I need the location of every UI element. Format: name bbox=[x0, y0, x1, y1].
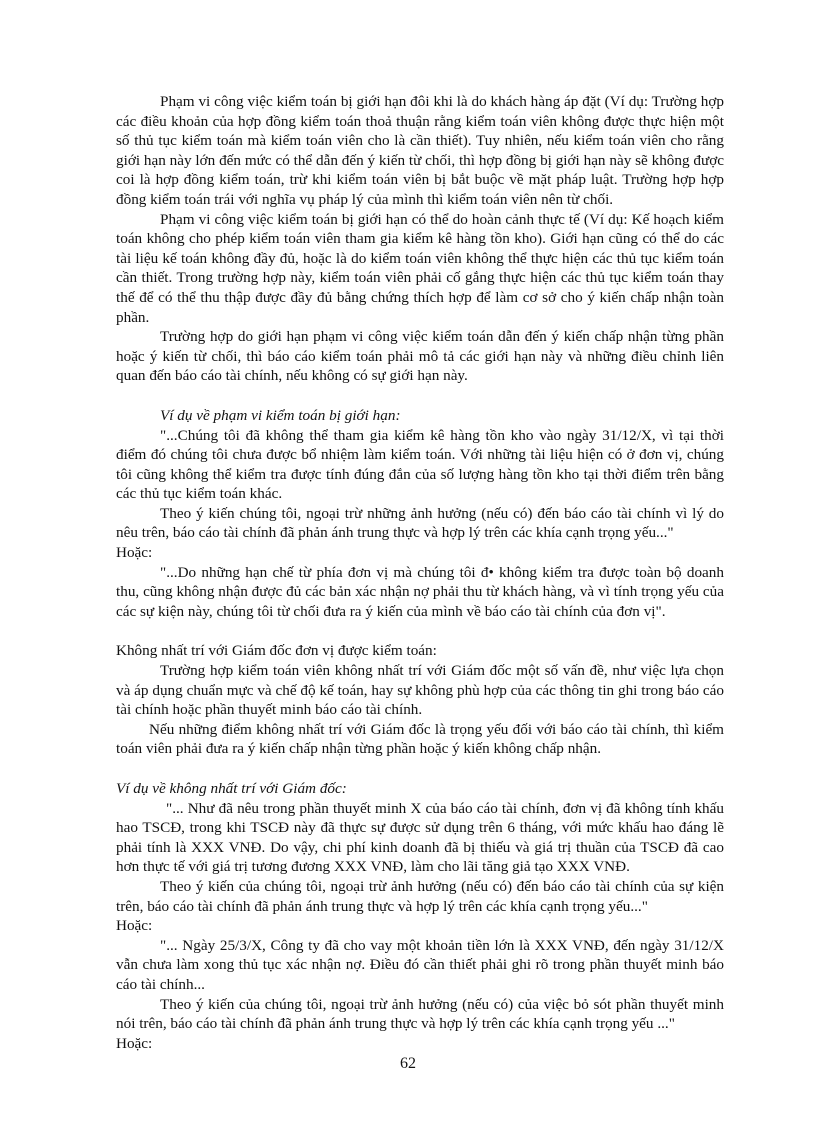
page-body bbox=[116, 92, 724, 1053]
spacer bbox=[116, 759, 724, 779]
paragraph-disagreement-material: Nếu những điểm không nhất trí với Giám đốc là trọng yếu đối với báo cáo tài chính, thì kiểm toán viên phải đưa ra ý kiến chấp nhận từng phần hoặc ý kiến không chấp nhận. bbox=[116, 720, 724, 758]
quote-inventory-count: "...Chúng tôi đã không thể tham gia kiểm kê hàng tồn kho vào ngày 31/12/X, vì tại thời điểm đó chúng tôi chưa được bổ nhiệm làm kiểm toán. Với những tài liệu hiện có ở đơn vị, chúng tôi cũng không thể kiểm tra được tính đúng đắn của số lượng hàng tồn kho tại thời điểm trên bằng các thủ tục kiểm toán khác. bbox=[116, 426, 724, 503]
or-label: Hoặc: bbox=[116, 1034, 153, 1052]
example-heading-scope-limit: Ví dụ về phạm vi kiểm toán bị giới hạn: bbox=[160, 406, 401, 424]
paragraph-disagreement-cases: Trường hợp kiểm toán viên không nhất trí với Giám đốc một số vấn đề, như việc lựa chọn và áp dụng chuẩn mực và chế độ kế toán, hay sự không phù hợp của các thông tin ghi trong báo cáo tài chính hoặc phần thuyết minh báo cáo tài chính. bbox=[116, 662, 724, 719]
section-heading-disagreement: Không nhất trí với Giám đốc đơn vị được kiểm toán: bbox=[116, 642, 437, 660]
quote-opinion-except: Theo ý kiến chúng tôi, ngoại trừ những ảnh hưởng (nếu có) đến báo cáo tài chính vì lý do nêu trên, báo cáo tài chính đã phản ánh trung thực và hợp lý trên các khía cạnh trọng yếu..." bbox=[116, 504, 724, 542]
paragraph-scope-limit-circumstances: Phạm vi công việc kiểm toán bị giới hạn có thể do hoàn cảnh thực tế (Ví dụ: Kế hoạch kiểm toán không cho phép kiểm toán viên tham gia kiểm kê hàng tồn kho). Giới hạn cũng có thể do các tài liệu kế toán không đầy đủ, hoặc là do kiểm toán viên không thể thực hiện các thủ tục kiểm toán cần thiết. Trong trường hợp này, kiểm toán viên phải cố gắng thực hiện các thủ tục kiểm toán thay thế để có thể thu thập được đầy đủ bằng chứng thích hợp để làm cơ sở cho ý kiến chấp nhận toàn phần. bbox=[116, 210, 724, 326]
quote-opinion-except-event: Theo ý kiến của chúng tôi, ngoại trừ ảnh hưởng (nếu có) đến báo cáo tài chính của sự kiện trên, báo cáo tài chính đã phản ánh trung thực và hợp lý trên các khía cạnh trọng yếu..." bbox=[116, 877, 724, 915]
spacer bbox=[116, 386, 724, 406]
paragraph-scope-limit-report: Trường hợp do giới hạn phạm vi công việc kiểm toán dẫn đến ý kiến chấp nhận từng phần hoặc ý kiến từ chối, thì báo cáo kiểm toán phải mô tả các giới hạn này và những điều chỉnh liên quan đến báo cáo tài chính, nếu không có sự giới hạn này. bbox=[116, 328, 724, 385]
or-label: Hoặc: bbox=[116, 917, 153, 935]
spacer bbox=[116, 621, 724, 641]
quote-disclaimer: "...Do những hạn chế từ phía đơn vị mà chúng tôi đ• không kiểm tra được toàn bộ doanh thu, cũng không nhận được đủ các bản xác nhận nợ phải thu từ khách hàng, và vì tính trọng yếu của các sự kiện này, chúng tôi từ chối đưa ra ý kiến của mình về báo cáo tài chính của đơn vị". bbox=[116, 563, 724, 620]
quote-opinion-omission: Theo ý kiến của chúng tôi, ngoại trừ ảnh hưởng (nếu có) của việc bỏ sót phần thuyết minh nói trên, báo cáo tài chính đã phản ánh trung thực và hợp lý trên các khía cạnh trọng yếu ..." bbox=[116, 995, 724, 1033]
paragraph-scope-limit-client: Phạm vi công việc kiểm toán bị giới hạn đôi khi là do khách hàng áp đặt (Ví dụ: Trường hợp các điều khoản của hợp đồng kiểm toán thoả thuận rằng kiểm toán viên không được thực hiện một số thủ tục kiểm toán mà kiểm toán viên cho là cần thiết). Tuy nhiên, nếu kiểm toán viên cho rằng giới hạn này lớn đến mức có thể dẫn đến ý kiến từ chối, thì hợp đồng bị giới hạn này sẽ không được coi là hợp đồng kiểm toán, trừ khi kiểm toán viên bị bắt buộc về mặt pháp luật. Trường hợp hợp đồng kiểm toán trái với nghĩa vụ pháp lý của mình thì kiểm toán viên nên từ chối. bbox=[116, 93, 724, 208]
page-number: 62 bbox=[400, 1055, 416, 1072]
or-label: Hoặc: bbox=[116, 544, 153, 562]
quote-loan: "... Ngày 25/3/X, Công ty đã cho vay một khoản tiền lớn là XXX VNĐ, đến ngày 31/12/X vẫn chưa làm xong thủ tục xác nhận nợ. Điều đó cần thiết phải ghi rõ trong phần thuyết minh báo cáo tài chính... bbox=[116, 936, 724, 993]
quote-depreciation: "... Như đã nêu trong phần thuyết minh X của báo cáo tài chính, đơn vị đã không tính khấu hao TSCĐ, trong khi TSCĐ này đã thực sự được sử dụng trên 6 tháng, với mức khấu hao đáng lẽ phải tính là XXX VNĐ. Do vậy, chi phí kinh doanh đã bị thiếu và giá trị thuần của TSCĐ đã cao hơn thực tế với giá trị tương đương XXX VNĐ, làm cho lãi tăng giả tạo XXX VNĐ. bbox=[116, 799, 724, 876]
example-heading-disagreement: Ví dụ về không nhất trí với Giám đốc: bbox=[116, 780, 347, 797]
